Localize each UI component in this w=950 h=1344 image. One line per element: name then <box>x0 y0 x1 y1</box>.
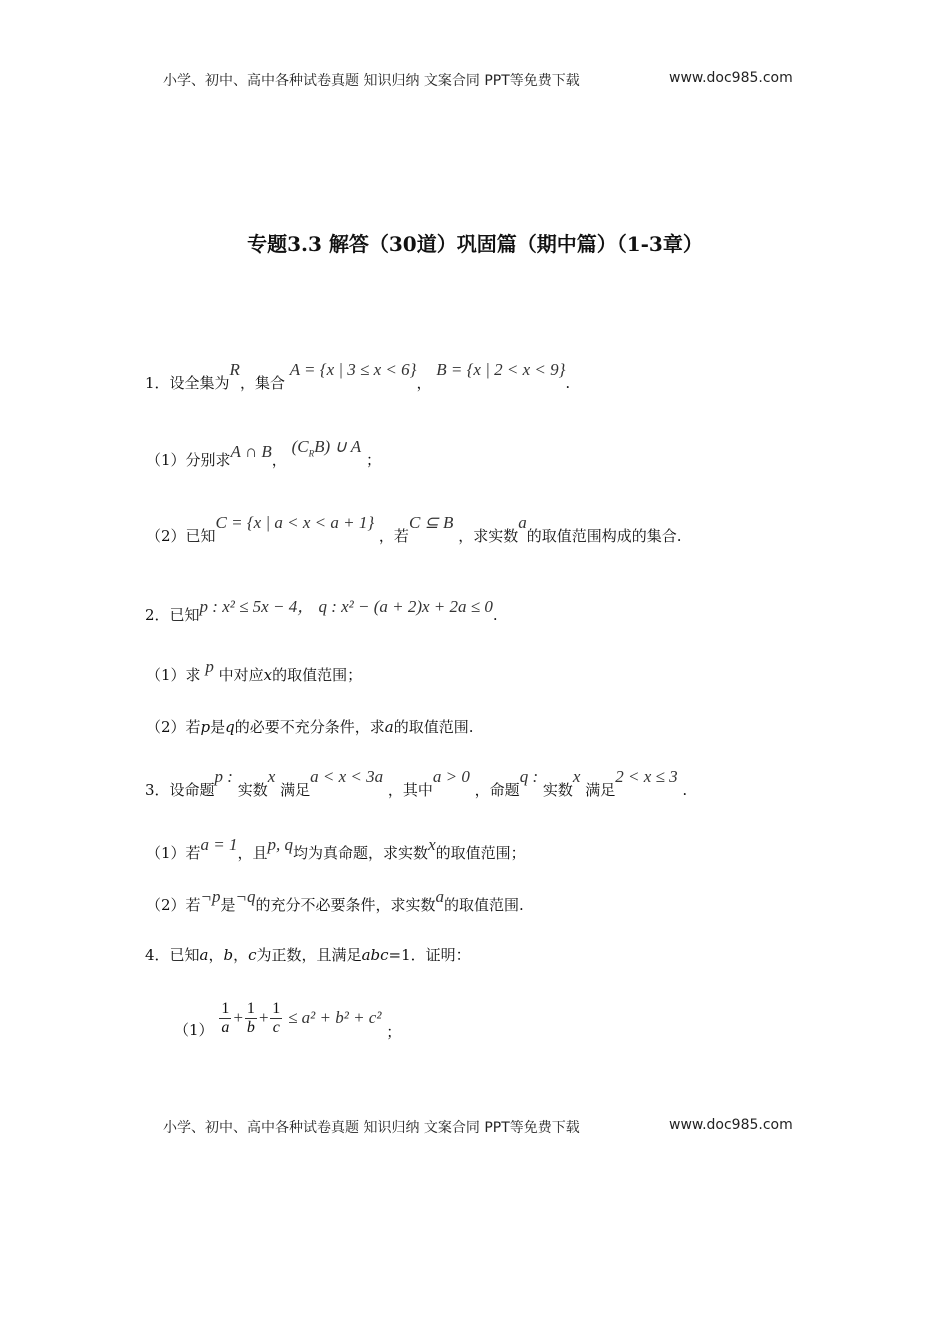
text: ， <box>271 451 287 469</box>
text: 1．设全集为 <box>145 374 230 392</box>
denominator: a <box>221 1019 230 1036</box>
text: ，且 <box>237 844 268 862</box>
math: x <box>572 767 581 786</box>
text: （1）分别求 <box>146 451 231 469</box>
fraction <box>245 1000 257 1037</box>
question-1-part-1 <box>146 437 381 471</box>
math: + <box>257 1007 270 1027</box>
page-title: 专题3.3 解答（30道）巩固篇（期中篇）（1-3章） <box>247 232 703 256</box>
text: 的取值范围. <box>444 896 524 914</box>
question-1-part-2 <box>146 513 682 546</box>
text: 是 <box>220 896 236 914</box>
math: a > 0 <box>432 767 470 786</box>
text: （1）求 <box>146 666 201 684</box>
text: （2）若 <box>146 896 201 914</box>
math: q <box>225 718 235 736</box>
math: p <box>200 718 211 736</box>
question-4 <box>145 944 471 965</box>
math: ¬p <box>200 887 221 906</box>
text: ； <box>386 1022 402 1041</box>
math: 2 < x ≤ 3 <box>615 767 678 786</box>
math-part: B) ∪ A <box>314 437 362 456</box>
math: x <box>267 767 276 786</box>
numerator: 1 <box>221 1000 230 1017</box>
text: 的充分不必要条件，求实数 <box>255 896 436 914</box>
text: ，求实数 <box>458 527 519 545</box>
math: C ⊆ B <box>408 513 454 532</box>
math: A = {x | 3 ≤ x < 6} <box>289 360 417 379</box>
text: 实数 <box>237 781 268 799</box>
math-part: (C <box>291 437 309 456</box>
math: p, q <box>267 835 294 854</box>
text: ， <box>416 374 432 392</box>
question-3 <box>145 767 688 800</box>
text: 4．已知 <box>145 946 200 964</box>
text: 是 <box>210 718 226 736</box>
math: p : <box>214 767 233 786</box>
text: ，若 <box>378 527 409 545</box>
math: abc <box>361 946 389 964</box>
text: =1．证明： <box>388 946 471 964</box>
question-4-part-1 <box>174 1000 402 1041</box>
math: ¬q <box>235 887 256 906</box>
math: c <box>248 946 257 964</box>
text: 满足 <box>585 781 616 799</box>
text: （2）已知 <box>146 527 216 545</box>
header-text: 小学、初中、高中各种试卷真题 知识归纳 文案合同 PPT等免费下载 <box>163 73 580 89</box>
text: 实数 <box>542 781 573 799</box>
question-3-part-1 <box>146 835 526 863</box>
numerator: 1 <box>272 1000 281 1017</box>
text: ，集合 <box>239 374 285 392</box>
text: 均为真命题，求实数 <box>293 844 429 862</box>
math: q : <box>519 767 539 786</box>
question-2 <box>145 597 498 625</box>
math: B = {x | 2 < x < 9} <box>436 360 566 379</box>
math: a <box>435 887 445 906</box>
text: （1）若 <box>146 844 201 862</box>
text: ， <box>233 946 249 964</box>
text: ，命题 <box>474 781 520 799</box>
numerator: 1 <box>246 1000 255 1017</box>
text: （2）若 <box>146 718 201 736</box>
math: ≤ a² + b² + c² <box>288 1007 382 1027</box>
text: 的取值范围. <box>393 718 474 736</box>
text: 3．设命题 <box>145 781 215 799</box>
header-url[interactable]: www.doc985.com <box>669 70 793 86</box>
math: x <box>428 835 436 854</box>
math: b <box>223 946 234 964</box>
math: a < x < 3a <box>310 767 384 786</box>
math: a <box>199 946 209 964</box>
text: ， <box>208 946 224 964</box>
text: ； <box>365 451 381 469</box>
math-sub: R <box>308 448 315 459</box>
text: 的取值范围； <box>435 844 526 862</box>
math: A ∩ B <box>230 442 272 461</box>
math: p : x² ≤ 5x − 4， q : x² − (a + 2)x + 2a ≤ 0 <box>199 597 493 616</box>
math: + <box>232 1007 244 1027</box>
text: 的必要不充分条件，求 <box>234 718 385 736</box>
math: p <box>205 657 214 676</box>
denominator: c <box>272 1019 280 1036</box>
footer-text: 小学、初中、高中各种试卷真题 知识归纳 文案合同 PPT等免费下载 <box>163 1120 580 1136</box>
question-1 <box>145 360 571 393</box>
footer-url[interactable]: www.doc985.com <box>669 1117 793 1133</box>
fraction <box>270 1000 282 1037</box>
question-2-part-2 <box>146 716 474 737</box>
text: . <box>682 781 688 799</box>
math: C = {x | a < x < a + 1} <box>215 513 375 532</box>
text: 中对应 <box>218 666 264 684</box>
question-2-part-1 <box>146 657 363 685</box>
text: 的取值范围构成的集合. <box>526 527 682 545</box>
math: a <box>518 513 527 532</box>
text: . <box>492 606 498 624</box>
text: 2．已知 <box>145 606 200 624</box>
math: a <box>384 718 394 736</box>
text: （1） <box>174 1020 214 1039</box>
math: x <box>263 666 273 684</box>
math: a = 1 <box>200 835 238 854</box>
text: 的取值范围； <box>272 666 363 684</box>
math: R <box>229 360 240 379</box>
text: . <box>565 374 571 392</box>
math <box>291 437 362 459</box>
text: ，其中 <box>387 781 433 799</box>
fraction <box>219 1000 231 1037</box>
text: 为正数，且满足 <box>256 946 362 964</box>
denominator: b <box>246 1019 255 1036</box>
text: 满足 <box>280 781 311 799</box>
question-3-part-2 <box>146 887 524 915</box>
